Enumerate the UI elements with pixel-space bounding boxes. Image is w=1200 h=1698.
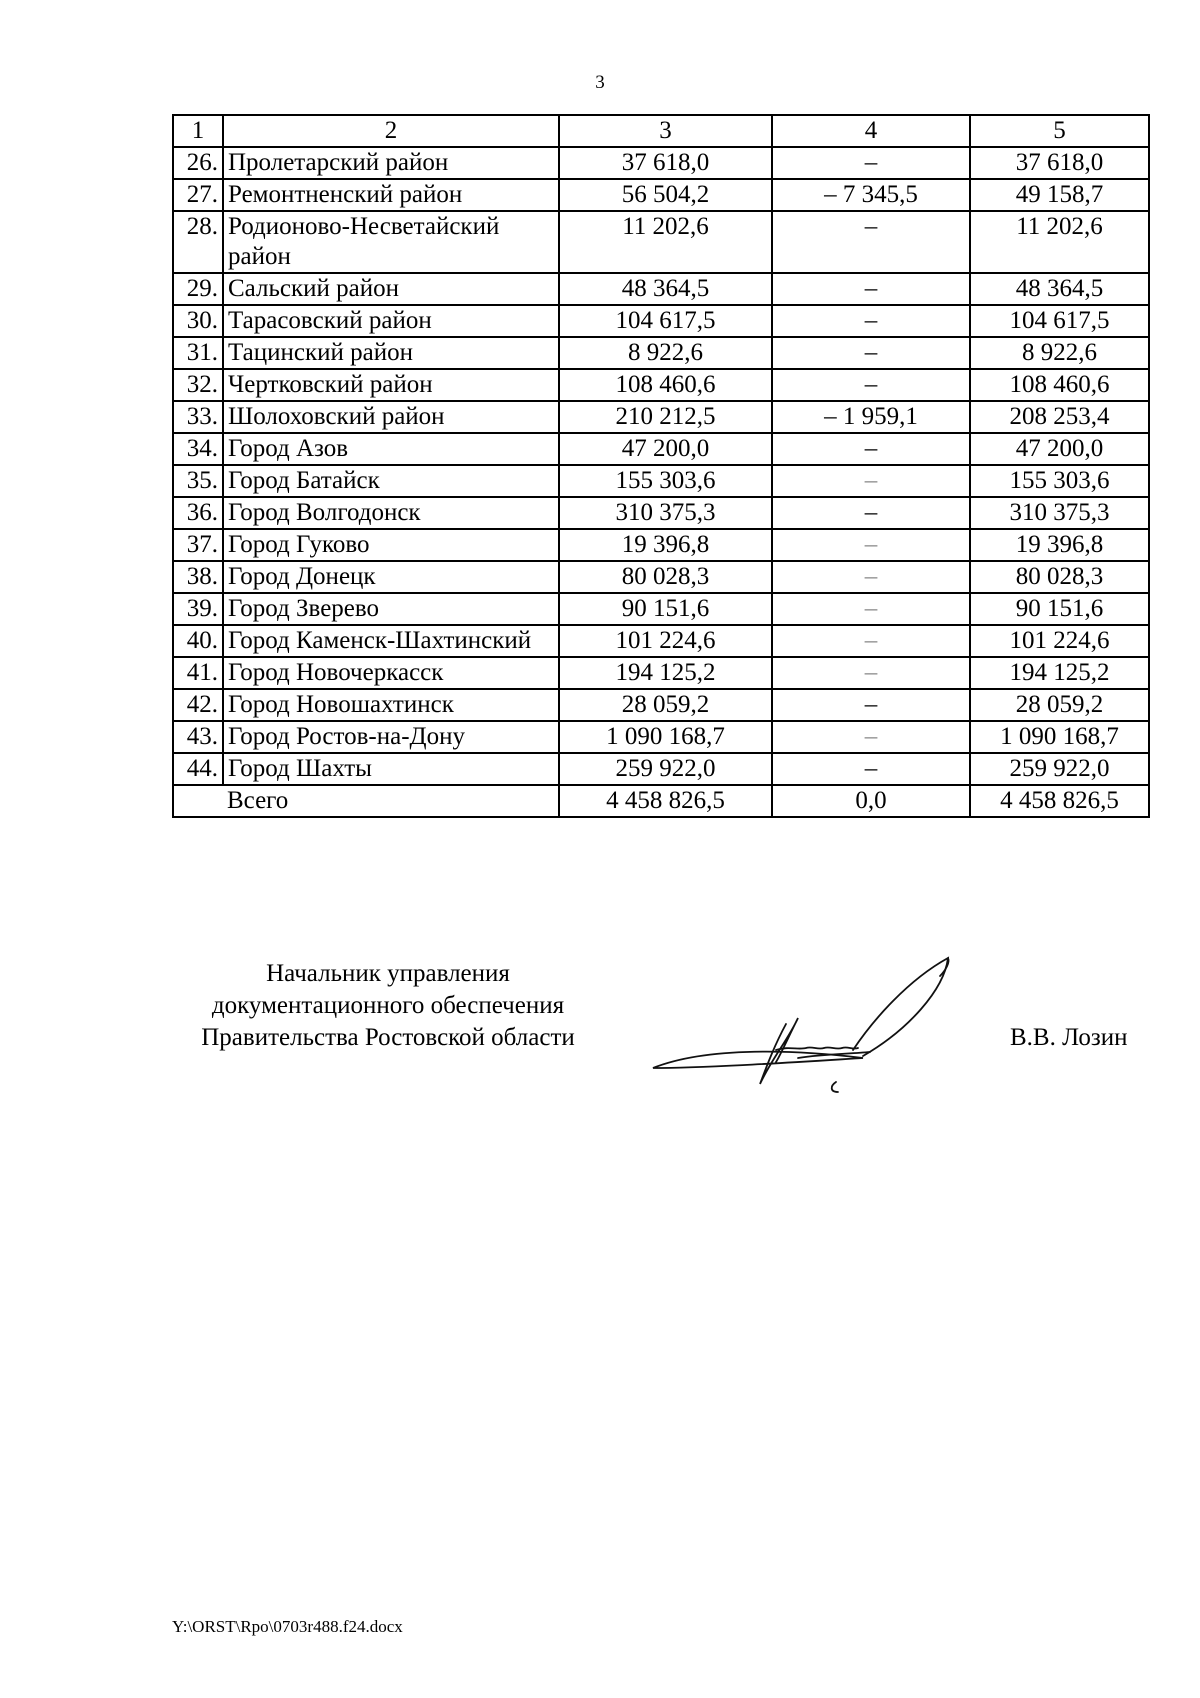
total-empty-cell (173, 785, 223, 817)
value-col-5: 28 059,2 (970, 689, 1149, 721)
value-col-3: 48 364,5 (559, 273, 772, 305)
municipality-name: Город Зверево (223, 593, 559, 625)
value-col-5: 194 125,2 (970, 657, 1149, 689)
row-number: 27. (173, 179, 223, 211)
table-row (173, 305, 1149, 337)
column-header: 5 (970, 115, 1149, 147)
row-number: 39. (173, 593, 223, 625)
value-col-5: 49 158,7 (970, 179, 1149, 211)
table-row (173, 753, 1149, 785)
handwritten-signature (648, 950, 978, 1100)
page-number: 3 (595, 72, 605, 93)
value-col-3: 90 151,6 (559, 593, 772, 625)
table-row (173, 179, 1149, 211)
municipality-name: Тацинский район (223, 337, 559, 369)
row-number: 36. (173, 497, 223, 529)
table-row (173, 593, 1149, 625)
signer-name: В.В. Лозин (1010, 1024, 1128, 1051)
value-col-4: – (772, 147, 970, 179)
row-number: 31. (173, 337, 223, 369)
value-col-4: – (772, 753, 970, 785)
value-col-4: – (772, 529, 970, 561)
column-header: 4 (772, 115, 970, 147)
municipality-name: Город Гуково (223, 529, 559, 561)
value-col-5: 259 922,0 (970, 753, 1149, 785)
value-col-5: 11 202,6 (970, 211, 1149, 273)
row-number: 30. (173, 305, 223, 337)
table-row (173, 147, 1149, 179)
total-col-4: 0,0 (772, 785, 970, 817)
total-row (173, 785, 1149, 817)
municipality-name: Город Ростов-на-Дону (223, 721, 559, 753)
row-number: 42. (173, 689, 223, 721)
municipality-name: Пролетарский район (223, 147, 559, 179)
table-row (173, 211, 1149, 273)
total-col-5: 4 458 826,5 (970, 785, 1149, 817)
value-col-4: – 7 345,5 (772, 179, 970, 211)
row-number: 32. (173, 369, 223, 401)
row-number: 26. (173, 147, 223, 179)
value-col-4: – (772, 625, 970, 657)
signer-title-line: Начальник управления (266, 960, 510, 987)
column-header: 3 (559, 115, 772, 147)
value-col-4: – (772, 305, 970, 337)
municipality-name: Тарасовский район (223, 305, 559, 337)
value-col-3: 259 922,0 (559, 753, 772, 785)
row-number: 41. (173, 657, 223, 689)
municipality-name: Город Новошахтинск (223, 689, 559, 721)
municipality-name: Город Каменск-Шахтинский (223, 625, 559, 657)
value-col-5: 37 618,0 (970, 147, 1149, 179)
value-col-5: 47 200,0 (970, 433, 1149, 465)
value-col-5: 101 224,6 (970, 625, 1149, 657)
value-col-3: 104 617,5 (559, 305, 772, 337)
table-row (173, 657, 1149, 689)
row-number: 44. (173, 753, 223, 785)
municipality-name: Город Батайск (223, 465, 559, 497)
table-row (173, 273, 1149, 305)
row-number: 34. (173, 433, 223, 465)
signer-title-line: Правительства Ростовской области (201, 1024, 575, 1051)
municipality-name: Город Новочеркасск (223, 657, 559, 689)
table-row (173, 497, 1149, 529)
table-header-row (173, 115, 1149, 147)
table-row (173, 465, 1149, 497)
value-col-3: 47 200,0 (559, 433, 772, 465)
value-col-5: 310 375,3 (970, 497, 1149, 529)
table-row (173, 561, 1149, 593)
municipality-name: Город Волгодонск (223, 497, 559, 529)
municipality-name: Город Шахты (223, 753, 559, 785)
column-header: 2 (223, 115, 559, 147)
value-col-5: 1 090 168,7 (970, 721, 1149, 753)
value-col-3: 194 125,2 (559, 657, 772, 689)
value-col-3: 56 504,2 (559, 179, 772, 211)
file-path: Y:\ORST\Rpo\0703r488.f24.docx (172, 1617, 403, 1636)
budget-table (172, 114, 1150, 818)
table-row (173, 529, 1149, 561)
value-col-5: 90 151,6 (970, 593, 1149, 625)
value-col-3: 108 460,6 (559, 369, 772, 401)
value-col-4: – (772, 593, 970, 625)
table-row (173, 401, 1149, 433)
value-col-3: 8 922,6 (559, 337, 772, 369)
value-col-4: – (772, 561, 970, 593)
table-row (173, 689, 1149, 721)
value-col-5: 104 617,5 (970, 305, 1149, 337)
value-col-3: 155 303,6 (559, 465, 772, 497)
signature-block (168, 958, 608, 1054)
value-col-4: – (772, 433, 970, 465)
row-number: 40. (173, 625, 223, 657)
table-row (173, 369, 1149, 401)
row-number: 43. (173, 721, 223, 753)
signer-title-line: документационного обеспечения (211, 992, 565, 1019)
value-col-3: 80 028,3 (559, 561, 772, 593)
value-col-3: 310 375,3 (559, 497, 772, 529)
table-row (173, 721, 1149, 753)
value-col-3: 210 212,5 (559, 401, 772, 433)
value-col-4: – (772, 211, 970, 273)
value-col-3: 28 059,2 (559, 689, 772, 721)
value-col-5: 8 922,6 (970, 337, 1149, 369)
row-number: 35. (173, 465, 223, 497)
table-row (173, 433, 1149, 465)
municipality-name: Ремонтненский район (223, 179, 559, 211)
value-col-3: 37 618,0 (559, 147, 772, 179)
column-header: 1 (173, 115, 223, 147)
value-col-4: – (772, 273, 970, 305)
total-col-3: 4 458 826,5 (559, 785, 772, 817)
value-col-5: 19 396,8 (970, 529, 1149, 561)
value-col-4: – (772, 657, 970, 689)
row-number: 33. (173, 401, 223, 433)
value-col-3: 11 202,6 (559, 211, 772, 273)
municipality-name: Шолоховский район (223, 401, 559, 433)
value-col-4: – (772, 689, 970, 721)
value-col-5: 80 028,3 (970, 561, 1149, 593)
value-col-4: – (772, 721, 970, 753)
table-row (173, 337, 1149, 369)
value-col-3: 1 090 168,7 (559, 721, 772, 753)
municipality-name: Город Донецк (223, 561, 559, 593)
municipality-name: Сальский район (223, 273, 559, 305)
value-col-5: 155 303,6 (970, 465, 1149, 497)
value-col-3: 101 224,6 (559, 625, 772, 657)
value-col-4: – (772, 465, 970, 497)
value-col-4: – (772, 337, 970, 369)
municipality-name: Город Азов (223, 433, 559, 465)
value-col-4: – 1 959,1 (772, 401, 970, 433)
municipality-name: Чертковский район (223, 369, 559, 401)
row-number: 29. (173, 273, 223, 305)
row-number: 28. (173, 211, 223, 273)
value-col-4: – (772, 497, 970, 529)
value-col-3: 19 396,8 (559, 529, 772, 561)
municipality-name: Родионово-Несветайский район (223, 211, 559, 273)
value-col-5: 108 460,6 (970, 369, 1149, 401)
value-col-5: 208 253,4 (970, 401, 1149, 433)
row-number: 37. (173, 529, 223, 561)
value-col-4: – (772, 369, 970, 401)
table-row (173, 625, 1149, 657)
total-label: Всего (223, 785, 559, 817)
row-number: 38. (173, 561, 223, 593)
value-col-5: 48 364,5 (970, 273, 1149, 305)
